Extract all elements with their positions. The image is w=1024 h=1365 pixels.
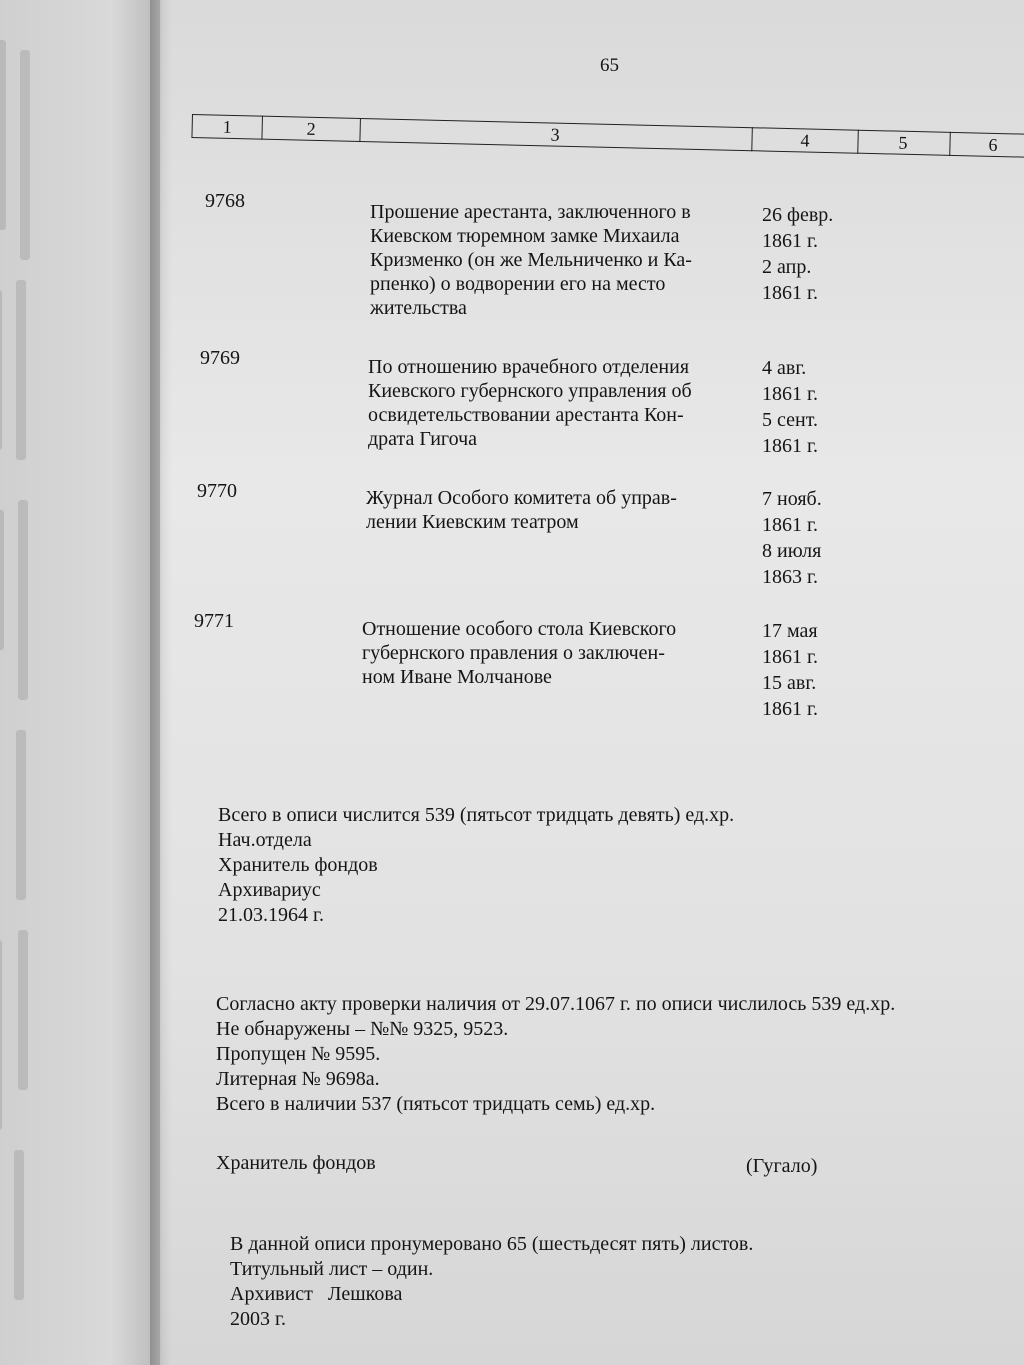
- entry-title: [370, 200, 750, 320]
- title-line: Журнал Особого комитета об управ-: [366, 487, 677, 509]
- entry-dates: [762, 618, 852, 722]
- verification-block: [216, 992, 895, 1117]
- certification-block: [230, 1232, 753, 1332]
- date-line: 15 авг.: [762, 672, 817, 694]
- column-cell: [949, 132, 1024, 158]
- verification-line: Пропущен № 9595.: [216, 1043, 381, 1065]
- column-label: 3: [550, 124, 560, 145]
- verification-line: Литерная № 9698а.: [216, 1068, 380, 1090]
- entry-number: 9768: [205, 190, 245, 212]
- date-line: 1863 г.: [762, 566, 818, 588]
- column-label: 1: [222, 116, 232, 137]
- signature-role: Хранитель фондов: [216, 1152, 376, 1174]
- column-cell: [857, 130, 951, 156]
- title-line: ном Иване Молчанове: [362, 666, 552, 688]
- facing-page: [0, 0, 160, 1365]
- title-line: губернского правления о заключен-: [362, 642, 665, 664]
- date-line: 1861 г.: [762, 435, 818, 457]
- title-line: освидетельствовании арестанта Кон-: [368, 404, 684, 426]
- verification-line: Согласно акту проверки наличия от 29.07.1067 г. по описи числилось 539 ед.хр.: [216, 993, 896, 1015]
- date-line: 26 февр.: [762, 204, 834, 226]
- date-line: 1861 г.: [762, 646, 818, 668]
- title-line: рпенко) о водворении его на место: [370, 273, 666, 295]
- summary-line: Нач.отдела: [218, 829, 312, 851]
- entry-dates: [762, 355, 852, 459]
- column-cell: [751, 127, 859, 154]
- title-line: лении Киевским театром: [366, 511, 579, 533]
- date-line: 1861 г.: [762, 698, 818, 720]
- title-line: Отношение особого стола Киевского: [362, 618, 677, 640]
- summary-block: [218, 803, 734, 928]
- title-line: Кризменко (он же Мельниченко и Ка-: [370, 249, 692, 271]
- verification-line: Всего в наличии 537 (пятьсот тридцать семь) ед.хр.: [216, 1093, 656, 1115]
- column-cell: [191, 114, 263, 140]
- verification-line: Не обнаружены – №№ 9325, 9523.: [216, 1018, 509, 1040]
- entry-number: 9769: [200, 347, 240, 369]
- certification-line: Титульный лист – один.: [230, 1258, 434, 1280]
- column-label: 2: [306, 118, 316, 139]
- bleed-through-text: [0, 30, 40, 1330]
- title-line: драта Гигоча: [368, 428, 478, 450]
- column-cell: [359, 118, 752, 151]
- date-line: 4 авг.: [762, 357, 807, 379]
- column-number-header: [191, 114, 1024, 158]
- date-line: 5 сент.: [762, 409, 818, 431]
- title-line: По отношению врачебного отделения: [368, 356, 690, 378]
- column-label: 5: [898, 132, 908, 153]
- entry-number: 9770: [197, 480, 237, 502]
- summary-line: 21.03.1964 г.: [218, 904, 324, 926]
- date-line: 1861 г.: [762, 282, 818, 304]
- date-line: 2 апр.: [762, 256, 812, 278]
- summary-line: Всего в описи числится 539 (пятьсот тридцать девять) ед.хр.: [218, 804, 735, 826]
- entry-dates: [762, 486, 852, 590]
- date-line: 1861 г.: [762, 383, 818, 405]
- column-cell: [261, 116, 361, 142]
- column-label: 6: [988, 134, 998, 155]
- summary-line: Архивариус: [218, 879, 321, 901]
- date-line: 8 июля: [762, 540, 822, 562]
- date-line: 1861 г.: [762, 514, 818, 536]
- title-line: Киевского губернского управления об: [368, 380, 692, 402]
- entry-dates: [762, 202, 852, 306]
- entry-number: 9771: [194, 610, 234, 632]
- column-label: 4: [800, 130, 810, 151]
- signature-name: (Гугало): [746, 1155, 818, 1177]
- entry-title: [366, 486, 746, 534]
- title-line: Прошение арестанта, заключенного в: [370, 201, 691, 223]
- certification-line: Архивист Лешкова: [230, 1283, 403, 1305]
- title-line: Киевском тюремном замке Михаила: [370, 225, 680, 247]
- page-number: 65: [600, 55, 619, 76]
- certification-line: 2003 г.: [230, 1308, 286, 1330]
- title-line: жительства: [370, 297, 467, 319]
- entry-title: [368, 355, 748, 451]
- certification-line: В данной описи пронумеровано 65 (шестьдесят пять) листов.: [230, 1233, 754, 1255]
- book-gutter-shadow: [150, 0, 172, 1365]
- date-line: 1861 г.: [762, 230, 818, 252]
- entry-title: [362, 617, 742, 689]
- date-line: 17 мая: [762, 620, 818, 642]
- summary-line: Хранитель фондов: [218, 854, 378, 876]
- date-line: 7 нояб.: [762, 488, 822, 510]
